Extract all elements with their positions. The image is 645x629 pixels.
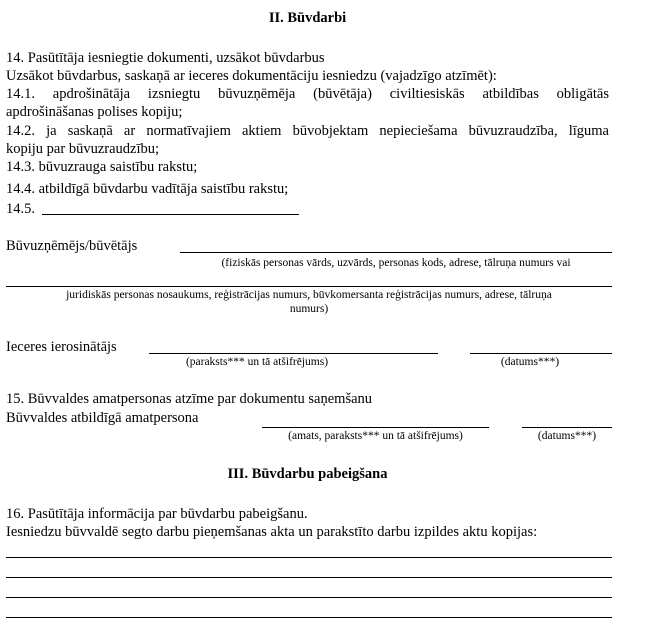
initiator-date-line[interactable] bbox=[470, 353, 612, 354]
completion-fill-line[interactable] bbox=[6, 577, 612, 578]
initiator-label: Ieceres ierosinātājs bbox=[6, 339, 117, 355]
item-14-title: 14. Pasūtītāja iesniegtie dokumenti, uzsākot būvdarbus bbox=[6, 50, 325, 66]
item-14-2-line1: 14.2. ja saskaņā ar normatīvajiem aktiem būvobjektam nepieciešama būvuzraudzība, līguma bbox=[6, 123, 609, 139]
official-signature-line[interactable] bbox=[262, 427, 489, 428]
contractor-caption-2b: numurs) bbox=[289, 303, 329, 315]
contractor-caption-1: (fiziskās personas vārds, uzvārds, personas kods, adrese, tālruņa numurs vai bbox=[221, 257, 571, 269]
item-15-title: 15. Būvvaldes amatpersonas atzīme par dokumentu saņemšanu bbox=[6, 391, 373, 407]
item-16-text: Iesniedzu būvvaldē segto darbu pieņemšanas akta un parakstīto darbu izpildes aktu kopijas: bbox=[6, 524, 538, 540]
contractor-line-1[interactable] bbox=[180, 252, 612, 253]
official-signature-caption: (amats, paraksts*** un tā atšifrējums) bbox=[288, 430, 463, 442]
item-14-2-line2: kopiju par būvuzraudzību; bbox=[6, 141, 160, 157]
item-14-1-line2: apdrošināšanas polises kopiju; bbox=[6, 104, 183, 120]
initiator-signature-line[interactable] bbox=[149, 353, 438, 354]
official-date-caption: (datums***) bbox=[537, 430, 597, 442]
initiator-date-caption: (datums***) bbox=[500, 356, 560, 368]
initiator-signature-caption: (paraksts*** un tā atšifrējums) bbox=[185, 356, 329, 368]
item-14-5: 14.5. bbox=[6, 201, 35, 217]
section-3-heading: III. Būvdarbu pabeigšana bbox=[227, 466, 388, 482]
item-16-title: 16. Pasūtītāja informācija par būvdarbu pabeigšanu. bbox=[6, 506, 308, 522]
section-2-heading: II. Būvdarbi bbox=[268, 10, 347, 26]
completion-fill-line[interactable] bbox=[6, 597, 612, 598]
contractor-caption-2a: juridiskās personas nosaukums, reģistrācijas numurs, būvkomersanta reģistrācijas numurs, adrese, tālruņa bbox=[66, 289, 552, 301]
official-label: Būvvaldes atbildīgā amatpersona bbox=[6, 410, 199, 426]
official-date-line[interactable] bbox=[522, 427, 612, 428]
completion-fill-line[interactable] bbox=[6, 557, 612, 558]
item-14-1-line1: 14.1. apdrošinātāja izsniegtu būvuzņēmēja (būvētāja) civiltiesiskās atbildības obligātās bbox=[6, 86, 609, 102]
item-14-4: 14.4. atbildīgā būvdarbu vadītāja saistību rakstu; bbox=[6, 181, 289, 197]
contractor-label: Būvuzņēmējs/būvētājs bbox=[6, 238, 138, 254]
item-14-intro: Uzsākot būvdarbus, saskaņā ar ieceres dokumentāciju iesniedzu (vajadzīgo atzīmēt): bbox=[6, 68, 497, 84]
item-14-5-fill-line[interactable] bbox=[42, 214, 299, 215]
completion-fill-line[interactable] bbox=[6, 617, 612, 618]
contractor-line-2[interactable] bbox=[6, 286, 612, 287]
item-14-3: 14.3. būvuzrauga saistību rakstu; bbox=[6, 159, 198, 175]
